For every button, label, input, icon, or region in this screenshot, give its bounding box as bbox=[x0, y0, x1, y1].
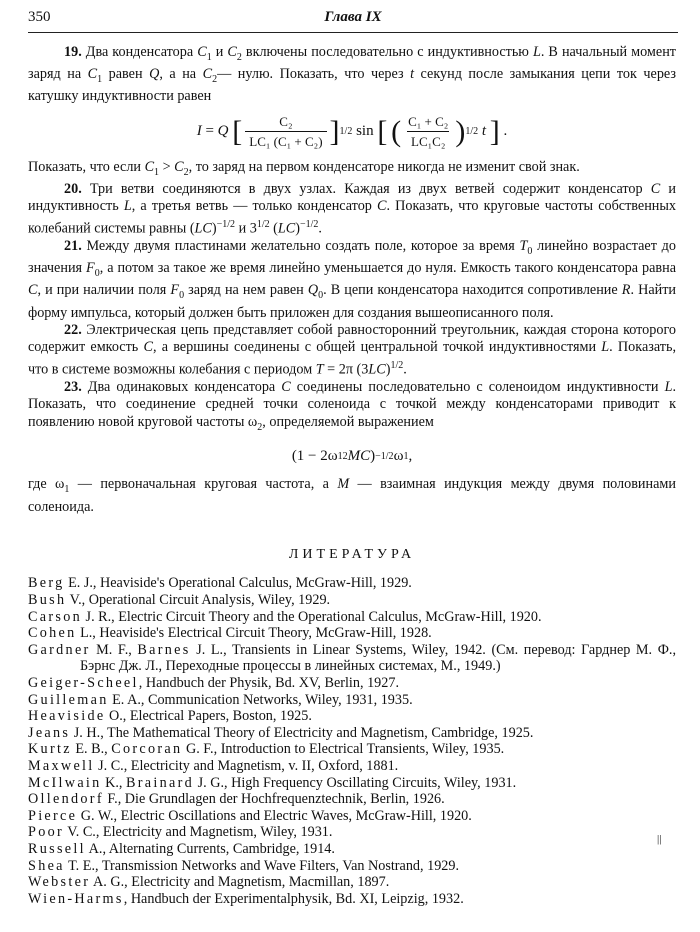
page-body bbox=[28, 44, 676, 907]
reference-item bbox=[28, 824, 676, 841]
literature-heading: ЛИТЕРАТУРА bbox=[288, 547, 416, 563]
reference-text: A., Alternating Currents, Cambridge, 1914. bbox=[85, 840, 335, 857]
problem-22: 22. Электрическая цепь представляет собой равносторонний треугольник, каждая сторона которого содержит емкость C, а вершины соединены с общей центральной точкой индуктивностями L. Показать, что в системе возможны колебания с периодом T = 2π $(3LC)^{1/2}$. bbox=[28, 321, 676, 378]
reference-item bbox=[28, 791, 676, 808]
reference-author: Berg bbox=[28, 575, 65, 592]
reference-author: Maxwell bbox=[28, 757, 95, 774]
reference-text: O., Electrical Papers, Boston, 1925. bbox=[105, 708, 312, 725]
header-rule bbox=[28, 32, 678, 33]
reference-text: K., bbox=[101, 774, 126, 791]
equation-23: (1 − 2ω 1 2 MC ) −1/2 ω 1 , bbox=[291, 447, 413, 464]
problem-19-conclusion: Показать, что если $C_1 > C_2$, то заряд на первом конденсаторе никогда не изменит свой знак. bbox=[28, 158, 580, 178]
reference-item bbox=[28, 891, 676, 908]
reference-list bbox=[28, 575, 676, 907]
reference-author: Shea bbox=[28, 857, 65, 874]
reference-author: Poor bbox=[28, 824, 65, 841]
reference-item bbox=[28, 808, 676, 825]
reference-item bbox=[28, 775, 676, 792]
chapter-title: Глава IX bbox=[324, 9, 382, 25]
reference-item bbox=[28, 758, 676, 775]
reference-text: E. J., Heaviside's Operational Calculus, McGraw-Hill, 1929. bbox=[64, 575, 412, 592]
equation-19: I = Q [ $\frac{\text{C₂}}{\text{LC₁ (C₁ + C₂)}}$ ] 1/2 sin [ ( $\frac{\text{C₁ + C₂}}{\text{LC₁C₂}}$ ) 1/2 t ] . bbox=[196, 113, 508, 150]
reference-text: F., Die Grundlagen der Hochfrequenztechnik, Berlin, 1926. bbox=[103, 791, 445, 808]
problem-19: 19. Два конденсатора $C_1$ и $C_2$ включены последовательно с индуктивностью L. В начальный момент заряд на $C_1$ равен Q, а на $C_2—$ нулю. Показать, что через t секунд после замыкания цепи ток через катушку индуктивности равен bbox=[28, 44, 676, 105]
reference-item bbox=[28, 625, 676, 642]
reference-text: A. G., Electricity and Magnetism, Macmillan, 1897. bbox=[90, 874, 390, 891]
reference-item bbox=[28, 675, 676, 692]
reference-author: Webster bbox=[28, 874, 91, 891]
reference-author: Bush bbox=[28, 592, 67, 609]
reference-item bbox=[28, 609, 676, 626]
reference-text: V., Operational Circuit Analysis, Wiley, 1929. bbox=[66, 592, 331, 609]
reference-author: Pierce bbox=[28, 807, 78, 824]
reference-author: Corcoran bbox=[111, 741, 183, 758]
reference-text: J. G., High Frequency Oscillating Circuits, Wiley, 1931. bbox=[194, 774, 517, 791]
reference-text: , Handbuch der Physik, Bd. XV, Berlin, 1927. bbox=[138, 675, 399, 691]
reference-item bbox=[28, 692, 676, 709]
reference-author: Guilleman bbox=[28, 691, 109, 708]
reference-item bbox=[28, 708, 676, 725]
reference-text: J. H., The Mathematical Theory of Electricity and Magnetism, Cambridge, 1925. bbox=[70, 724, 534, 741]
reference-text: M. F., bbox=[90, 641, 138, 658]
reference-text: G. F., Introduction to Electrical Transients, Wiley, 1935. bbox=[182, 741, 505, 758]
reference-text: E. B., bbox=[71, 741, 112, 758]
reference-text: , Handbuch der Experimentalphysik, Bd. XI, Leipzig, 1932. bbox=[123, 890, 464, 907]
reference-author: Kurtz bbox=[28, 741, 72, 758]
reference-item bbox=[28, 841, 676, 858]
reference-item bbox=[28, 874, 676, 891]
reference-text: T. E., Transmission Networks and Wave Filters, Van Nostrand, 1929. bbox=[64, 857, 460, 874]
reference-author: Cohen bbox=[28, 625, 77, 642]
reference-item bbox=[28, 725, 676, 742]
reference-author: Carson bbox=[28, 608, 82, 625]
reference-item bbox=[28, 741, 676, 758]
reference-author: Ollendorf bbox=[28, 791, 104, 808]
reference-author: Brainard bbox=[126, 774, 195, 791]
reference-author: McIlwain bbox=[28, 774, 102, 791]
running-header bbox=[28, 9, 678, 33]
reference-item bbox=[28, 642, 676, 675]
reference-author: Gardner bbox=[28, 641, 91, 658]
margin-mark: || bbox=[657, 833, 662, 845]
page-number: 350 bbox=[28, 9, 51, 25]
reference-text: E. A., Communication Networks, Wiley, 1931, 1935. bbox=[108, 691, 413, 708]
reference-author: Geiger-Scheel bbox=[28, 675, 139, 691]
reference-item bbox=[28, 575, 676, 592]
problem-23-conclusion: где $\omega_1$ — первоначальная круговая частота, а M — взаимная индукция между двумя половинами соленоида. bbox=[28, 476, 676, 515]
reference-text: L., Heaviside's Electrical Circuit Theory, McGraw-Hill, 1928. bbox=[76, 625, 432, 642]
reference-author: Heaviside bbox=[28, 708, 106, 725]
reference-author: Russell bbox=[28, 840, 86, 857]
reference-text: J. L., Transients in Linear Systems, Wiley, 1942. (См. перевод: Гарднер М. Ф., Бэрнс Дж. Л., Переходные процессы в линейных системах, М., 1949.) bbox=[80, 641, 676, 675]
reference-author: Jeans bbox=[28, 724, 71, 741]
reference-text: V. C., Electricity and Magnetism, Wiley, 1931. bbox=[64, 824, 333, 841]
reference-text: J. C., Electricity and Magnetism, v. II, Oxford, 1881. bbox=[94, 757, 399, 774]
reference-item bbox=[28, 858, 676, 875]
reference-author: Wien-Harms bbox=[28, 890, 124, 907]
reference-text: G. W., Electric Oscillations and Electric Waves, McGraw-Hill, 1920. bbox=[77, 807, 472, 824]
problem-23: 23. Два одинаковых конденсатора C соединены последовательно с соленоидом индуктивности L. Показать, что соединение средней точки соленоида с точкой между конденсаторами приводит к появлению новой круговой частоты $\omega_2$, определяемой выражением bbox=[28, 378, 677, 433]
reference-item bbox=[28, 592, 676, 609]
problem-21: 21. Между двумя пластинами желательно создать поле, которое за время $T_0$ линейно возрастает до значения $F_0$, а потом за такое же время линейно уменьшается до нуля. Емкость такого конденсатора равна C, и при наличии поля $F_0$ заряд на нем равен $Q_0$. В цепи конденсатора находится сопротивление R. Найти форму импульса, который должен быть приложен для создания вышеописанного поля. bbox=[28, 237, 677, 321]
reference-text: J. R., Electric Circuit Theory and the Operational Calculus, McGraw-Hill, 1920. bbox=[82, 608, 542, 625]
problem-20: 20. Три ветви соединяются в двух узлах. Каждая из двух ветвей содержит конденсатор C и индуктивность L, а третья ветвь — только конденсатор C. Показать, что круговые частоты собственных колебаний системы равны (LC)$^{-1/2}$ и $3^{1/2}$ (LC)$^{-1/2}$. bbox=[28, 180, 677, 237]
reference-author: Barnes bbox=[137, 641, 191, 658]
